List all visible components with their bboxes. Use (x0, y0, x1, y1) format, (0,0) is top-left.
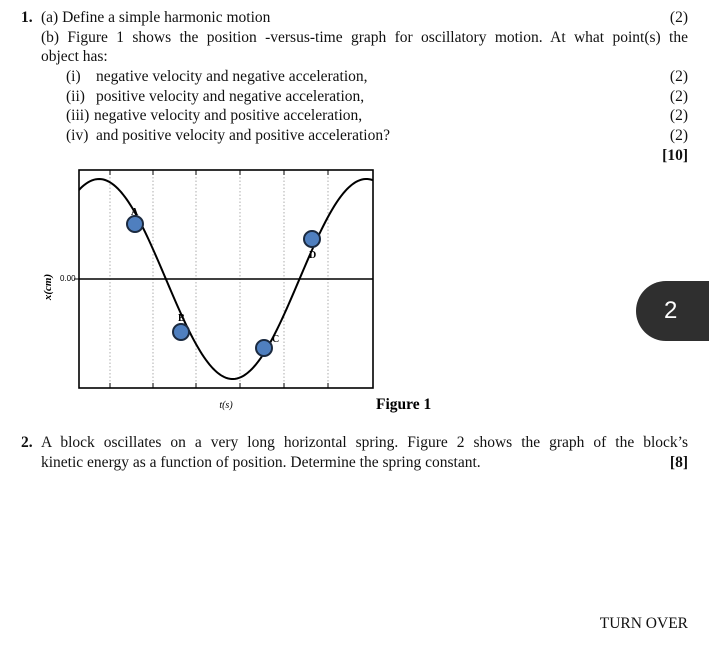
q1-item-marks: (2) (669, 68, 688, 85)
q2-line2: kinetic energy as a function of position. Determine the spring constant. (41, 454, 481, 471)
q1-item-label: (iii) (66, 107, 90, 124)
figure-1 (30, 160, 450, 420)
point-a-label: A (131, 207, 139, 218)
point-b-marker (173, 324, 189, 340)
point-a-marker (127, 216, 143, 232)
q1-part-b-line2: object has: (41, 48, 108, 65)
y-axis-label: x(cm) (42, 273, 54, 301)
point-b-label: B (178, 313, 185, 324)
q1-part-a-marks: (2) (669, 9, 688, 26)
page-number-badge[interactable]: 2 (636, 281, 709, 341)
figure-caption: Figure 1 (376, 396, 432, 413)
point-c-marker (256, 340, 272, 356)
q2-line1: A block oscillates on a very long horizontal spring. Figure 2 shows the graph of the block’s (41, 434, 688, 451)
q1-item-marks: (2) (669, 107, 688, 124)
q1-item-text: and positive velocity and positive acceleration? (96, 127, 390, 144)
q1-part-a: (a) Define a simple harmonic motion (41, 9, 271, 26)
y-zero-tick-label: 0.00 (60, 274, 76, 283)
point-d-label: D (309, 250, 317, 261)
q1-item-label: (i) (66, 68, 81, 85)
q2-number: 2. (21, 434, 33, 451)
q1-item-label: (ii) (66, 88, 85, 105)
q1-total-marks: [10] (662, 147, 688, 164)
q1-part-b-line1: (b) Figure 1 shows the position -versus-time graph for oscillatory motion. At what point(s) the (41, 29, 688, 46)
point-d-marker (304, 231, 320, 247)
q1-item-label: (iv) (66, 127, 89, 144)
q1-number: 1. (21, 9, 33, 26)
q2-marks: [8] (669, 454, 688, 471)
point-c-label: C (272, 334, 280, 345)
x-axis-label: t(s) (219, 400, 233, 411)
q1-item-marks: (2) (669, 88, 688, 105)
q1-item-text: positive velocity and negative acceleration, (96, 88, 365, 105)
q1-item-text: negative velocity and negative acceleration, (96, 68, 368, 85)
q1-item-marks: (2) (669, 127, 688, 144)
turn-over-label: TURN OVER (599, 615, 688, 632)
q1-item-text: negative velocity and positive acceleration, (94, 107, 363, 124)
